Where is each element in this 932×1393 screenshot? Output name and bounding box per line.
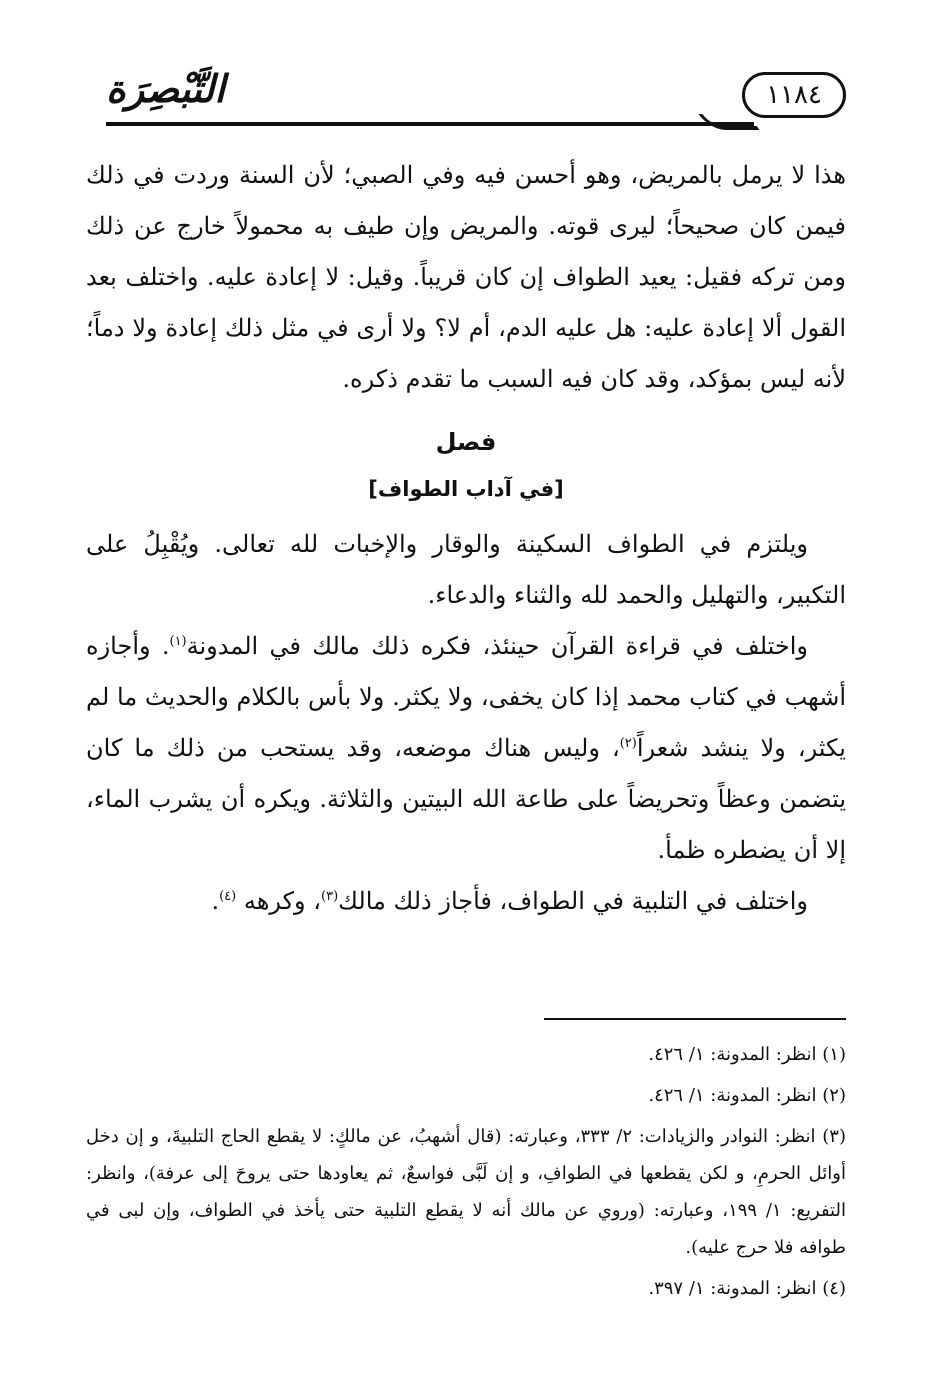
footnote-3: (٣) انظر: النوادر والزيادات: ٢/ ٣٣٣، وعبارته: (قال أشهبُ، عن مالكٍ: لا يقطع الحاج التلبيةَ، و إن دخل أوائل الحرمِ، و لكن يقطعها في الطوافِ، و إن لَبَّى فواسعٌ، ثم يعاودها حتى يروحَ إلى عرفة)، وانظر: التفريع: ١/ ١٩٩، وعبارته: (وروي عن مالك أنه لا يقطع التلبية حتى يأخذ في الطواف، وإن لبى في طوافه فلا حرج عليه). bbox=[86, 1126, 846, 1258]
footnote-ref-3: (٣) bbox=[321, 889, 339, 904]
paragraph-3-part-b: . وأجازه أشهب في كتاب محمد إذا كان يخفى، ولا يكثر. ولا بأس بالكلام والحديث ما لم يكثر، ولا ينشد شعراً bbox=[86, 632, 846, 762]
paragraph-2: ويلتزم في الطواف السكينة والوقار والإخبات لله تعالى. ويُقْبِلُ على التكبير، والتهليل والحمد لله والثناء والدعاء. bbox=[86, 530, 846, 609]
footnote-separator bbox=[544, 1018, 846, 1020]
paragraph-4-part-c: . bbox=[211, 887, 220, 915]
section-subheading: [في آداب الطواف] bbox=[368, 477, 564, 501]
running-title: التَّبْصِرَة bbox=[106, 66, 225, 111]
footnote-4: (٤) انظر: المدونة: ١/ ٣٩٧. bbox=[648, 1278, 846, 1299]
footnote-2: (٢) انظر: المدونة: ١/ ٤٢٦. bbox=[648, 1085, 846, 1106]
paragraph-1: هذا لا يرمل بالمريض، وهو أحسن فيه وفي الصبي؛ لأن السنة وردت في ذلك فيمن كان صحيحاً؛ ليرى قوته. والمريض وإن طيف به محمولاً خارج عن ذلك ومن تركه فقيل: يعيد الطواف إن كان قريباً. وقيل: لا إعادة عليه. واختلف بعد القول ألا إعادة عليه: هل عليه الدم، أم لا؟ ولا أرى في مثل ذلك إعادة ولا دماً؛ لأنه ليس بمؤكد، وقد كان فيه السبب ما تقدم ذكره. bbox=[86, 161, 847, 393]
paragraph-3-part-c: ، وليس هناك موضعه، وقد يستحب من ذلك ما كان يتضمن وعظاً وتحريضاً على طاعة الله البيتين والثلاثة. ويكره أن يشرب الماء، إلا أن يضطره ظمأ. bbox=[86, 734, 846, 864]
paragraph-3 bbox=[86, 621, 846, 876]
footnote-ref-4: (٤) bbox=[219, 889, 237, 904]
footnotes bbox=[86, 1036, 846, 1311]
paragraph-4 bbox=[86, 876, 846, 927]
main-text bbox=[86, 150, 846, 927]
section-heading: فصل bbox=[435, 428, 497, 456]
header-rule bbox=[106, 122, 754, 126]
footnote-ref-2: (٢) bbox=[619, 736, 637, 751]
footnote-1: (١) انظر: المدونة: ١/ ٤٢٦. bbox=[648, 1044, 846, 1065]
page-header bbox=[106, 58, 846, 128]
paragraph-4-part-a: واختلف في التلبية في الطواف، فأجاز ذلك مالك bbox=[338, 887, 808, 915]
page-number-ornament bbox=[698, 114, 759, 130]
page-number-frame bbox=[742, 72, 846, 118]
paragraph-4-part-b: ، وكرهه bbox=[236, 887, 322, 915]
page-number: ١١٨٤ bbox=[766, 80, 822, 110]
footnote-ref-1: (١) bbox=[169, 634, 187, 649]
paragraph-3-part-a: واختلف في قراءة القرآن حينئذ، فكره ذلك مالك في المدونة bbox=[186, 632, 809, 660]
